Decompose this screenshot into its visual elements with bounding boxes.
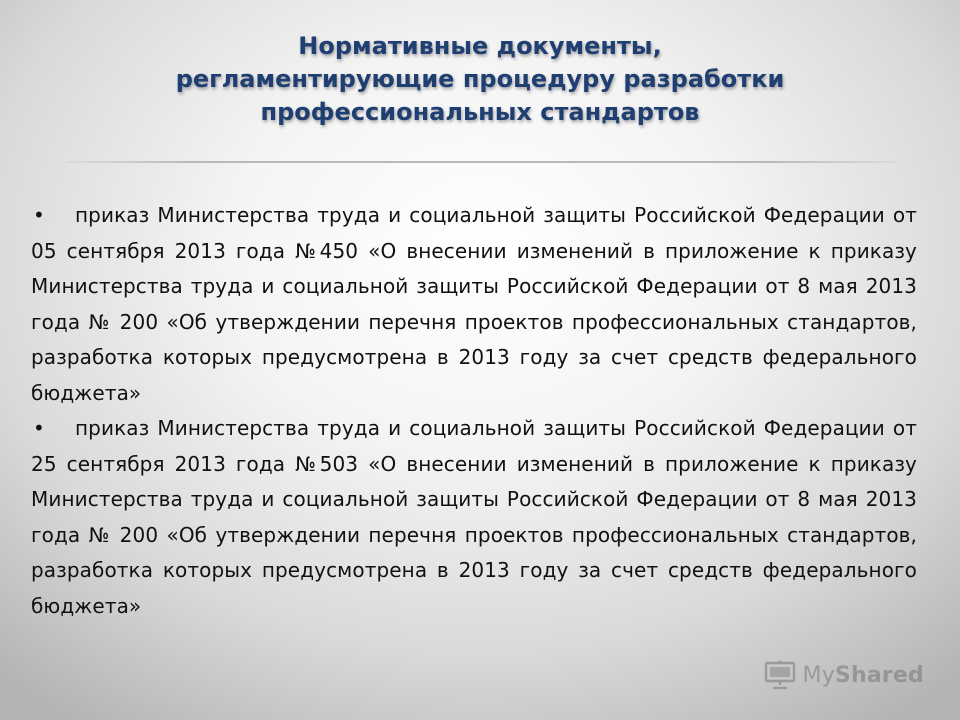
bullet-marker: • xyxy=(33,416,45,440)
watermark-text-bold: Shared xyxy=(834,662,924,688)
presentation-board-icon xyxy=(763,660,797,690)
title-divider xyxy=(66,161,896,163)
watermark-text xyxy=(803,663,924,688)
bullet-list xyxy=(31,198,917,624)
bullet-text: приказ Министерства труда и социальной защиты Российской Федерации от 25 сентября 2013 года №503 «О внесении изменений в приложение к приказу Министерства труда и социальной защиты Российской Федерации от 8 мая 2013 года № 200 «Об утверждении перечня проектов профессиональных стандартов, разработка которых предусмотрена в 2013 году за счет средств федерального бюджета» xyxy=(31,416,917,618)
title-line-2: регламентирующие процедуру разработки xyxy=(175,65,785,93)
bullet-item-2 xyxy=(31,411,917,624)
bullet-text: приказ Министерства труда и социальной защиты Российской Федерации от 05 сентября 2013 года №450 «О внесении изменений в приложение к приказу Министерства труда и социальной защиты Российской Федерации от 8 мая 2013 года № 200 «Об утверждении перечня проектов профессиональных стандартов, разработка которых предусмотрена в 2013 году за счет средств федерального бюджета» xyxy=(31,203,917,405)
bullet-marker: • xyxy=(33,203,45,227)
title-line-1: Нормативные документы, xyxy=(298,32,662,60)
bullet-item-1 xyxy=(31,198,917,411)
slide-title xyxy=(60,30,900,129)
watermark-logo xyxy=(763,660,924,690)
title-line-3: профессиональных стандартов xyxy=(260,98,700,126)
watermark-text-light: My xyxy=(802,662,835,688)
